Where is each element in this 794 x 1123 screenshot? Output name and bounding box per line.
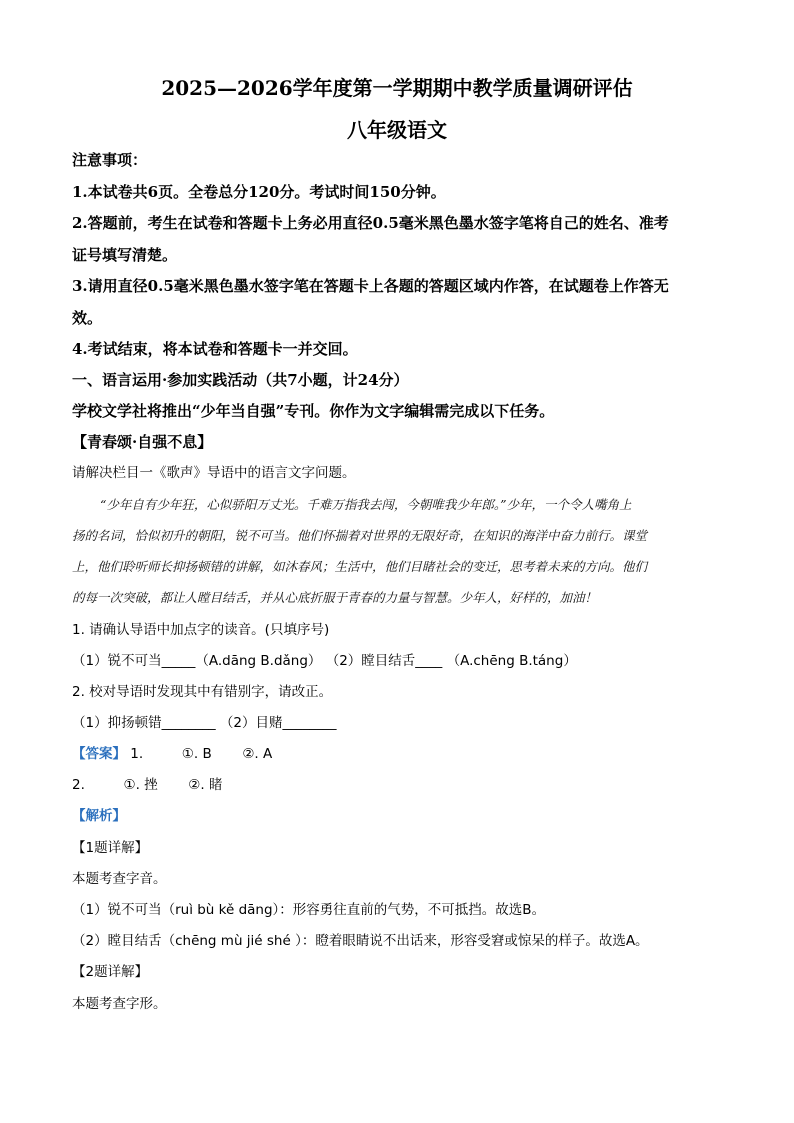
question-1-options: （1）锐不可当_____（A.dāng B.dǎng） （2）瞠目结舌____ （A.chēng B.táng） xyxy=(72,653,577,669)
section-intro: 学校文学社将推出“少年当自强”专刊。你作为文字编辑需完成以下任务。 xyxy=(72,402,555,420)
exam-title: 2025—2026学年度第一学期期中教学质量调研评估 xyxy=(161,76,633,100)
notes-item-4: 4.考试结束，将本试卷和答题卡一并交回。 xyxy=(72,340,358,358)
passage-line-4: 的每一次突破，都让人瞠目结舌，并从心底折服于青春的力量与智慧。少年人，好样的，加油！ xyxy=(72,590,598,605)
analysis-label: 【解析】 xyxy=(72,808,126,824)
detail-1-text: 本题考查字音。 xyxy=(72,871,167,887)
notes-item-3b: 效。 xyxy=(72,309,103,327)
detail-1-a: （1）锐不可当（ruì bù kě dāng）：形容勇往直前的气势，不可抵挡。故选B。 xyxy=(72,902,546,918)
answer-1-number: 1. xyxy=(130,746,144,762)
detail-1-b: （2）瞠目结舌（chēng mù jié shé ）：瞪着眼睛说不出话来，形容受窘或惊呆的样子。故选A。 xyxy=(72,933,649,949)
detail-2-heading: 【2题详解】 xyxy=(72,964,149,980)
notes-item-1: 1.本试卷共6页。全卷总分120分。考试时间150分钟。 xyxy=(72,183,446,201)
notes-item-3a: 3.请用直径0.5毫米黑色墨水签字笔在答题卡上各题的答题区域内作答，在试题卷上作答无 xyxy=(72,277,669,295)
answer-2-part-2: ②. 睹 xyxy=(188,777,223,793)
answer-row-2 xyxy=(72,775,222,795)
notes-item-2b: 证号填写清楚。 xyxy=(72,246,178,264)
column-heading: 【青春颂·自强不息】 xyxy=(72,433,213,451)
notes-item-2a: 2.答题前，考生在试卷和答题卡上务必用直径0.5毫米黑色墨水签字笔将自己的姓名、准考 xyxy=(72,214,669,232)
question-2: 2. 校对导语时发现其中有错别字，请改正。 xyxy=(72,684,333,700)
section-heading: 一、语言运用·参加实践活动（共7小题，计24分） xyxy=(72,371,409,389)
detail-2-text: 本题考查字形。 xyxy=(72,996,167,1012)
answer-label: 【答案】 xyxy=(72,746,126,762)
answer-2-number: 2. xyxy=(72,777,85,793)
exam-subtitle: 八年级语文 xyxy=(347,118,447,142)
answer-1-part-2: ②. A xyxy=(242,746,273,762)
passage-line-2: 扬的名词，恰似初升的朝阳，锐不可当。他们怀揣着对世界的无限好奇，在知识的海洋中奋力前行。课堂 xyxy=(72,528,648,543)
task-instruction: 请解决栏目一《歌声》导语中的语言文字问题。 xyxy=(72,465,356,481)
passage-line-1: “少年自有少年狂，心似骄阳万丈光。千难万指我去闯，今朝唯我少年郎。”少年，一个令人嘴角上 xyxy=(100,497,632,512)
detail-1-heading: 【1题详解】 xyxy=(72,840,149,856)
question-1: 1. 请确认导语中加点字的读音。(只填序号) xyxy=(72,622,330,638)
answer-row-1 xyxy=(72,744,272,764)
answer-1-part-1: ①. B xyxy=(181,746,212,762)
question-2-options: （1）抑扬顿错________ （2）目赌________ xyxy=(72,715,337,731)
passage-line-3: 上，他们聆听师长抑扬顿错的讲解，如沐春风；生活中，他们目睹社会的变迁，思考着未来的方向。他们 xyxy=(72,559,648,574)
answer-2-part-1: ①. 挫 xyxy=(123,777,158,793)
notes-heading: 注意事项： xyxy=(72,151,148,169)
